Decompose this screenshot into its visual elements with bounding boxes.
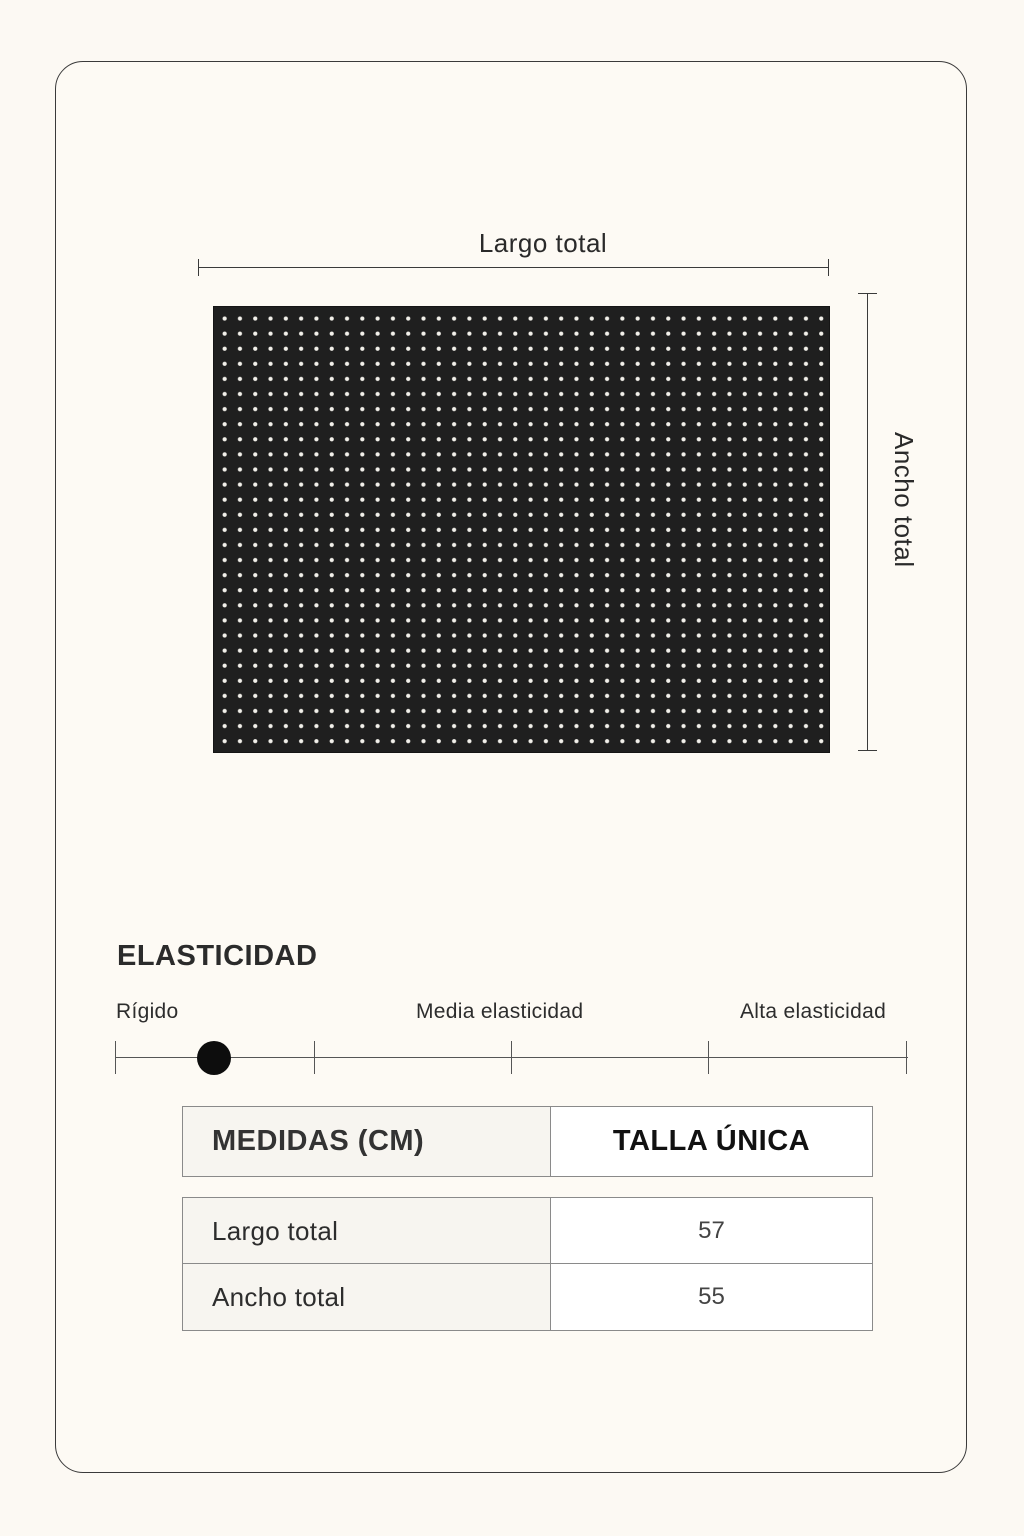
length-row-value: 57 — [698, 1217, 725, 1244]
elasticity-scale-tick — [314, 1041, 315, 1074]
elasticity-scale-tick — [906, 1041, 907, 1074]
table-header-measures-label: MEDIDAS (CM) — [212, 1125, 425, 1157]
elasticity-scale-tick — [115, 1041, 116, 1074]
elasticity-scale-tick — [511, 1041, 512, 1074]
length-dimension-cap-left — [198, 259, 199, 276]
elasticity-label-rigid: Rígido — [116, 1000, 179, 1023]
width-row-label: Ancho total — [212, 1281, 346, 1312]
table-row-label — [182, 1197, 552, 1265]
width-dimension-line — [867, 293, 868, 751]
width-dimension-label: Ancho total — [889, 432, 919, 568]
length-row-label: Largo total — [212, 1215, 339, 1246]
elasticity-label-high: Alta elasticidad — [740, 1000, 887, 1023]
fabric-swatch-image — [213, 306, 830, 753]
table-row-label — [182, 1263, 552, 1331]
elasticity-title: ELASTICIDAD — [117, 940, 318, 972]
elasticity-label-medium: Media elasticidad — [416, 1000, 584, 1023]
length-dimension-line — [198, 267, 828, 268]
length-dimension-cap-right — [828, 259, 829, 276]
table-header-measures — [182, 1106, 552, 1177]
width-row-value: 55 — [698, 1283, 725, 1310]
table-header-size — [550, 1106, 873, 1177]
width-dimension-cap-top — [858, 293, 877, 294]
elasticity-scale-tick — [708, 1041, 709, 1074]
table-row-value — [550, 1197, 873, 1265]
table-row-value — [550, 1263, 873, 1331]
width-dimension-cap-bottom — [858, 750, 877, 751]
elasticity-level-indicator — [197, 1041, 231, 1075]
length-dimension-label: Largo total — [478, 228, 608, 258]
table-header-size-label: TALLA ÚNICA — [612, 1125, 811, 1157]
